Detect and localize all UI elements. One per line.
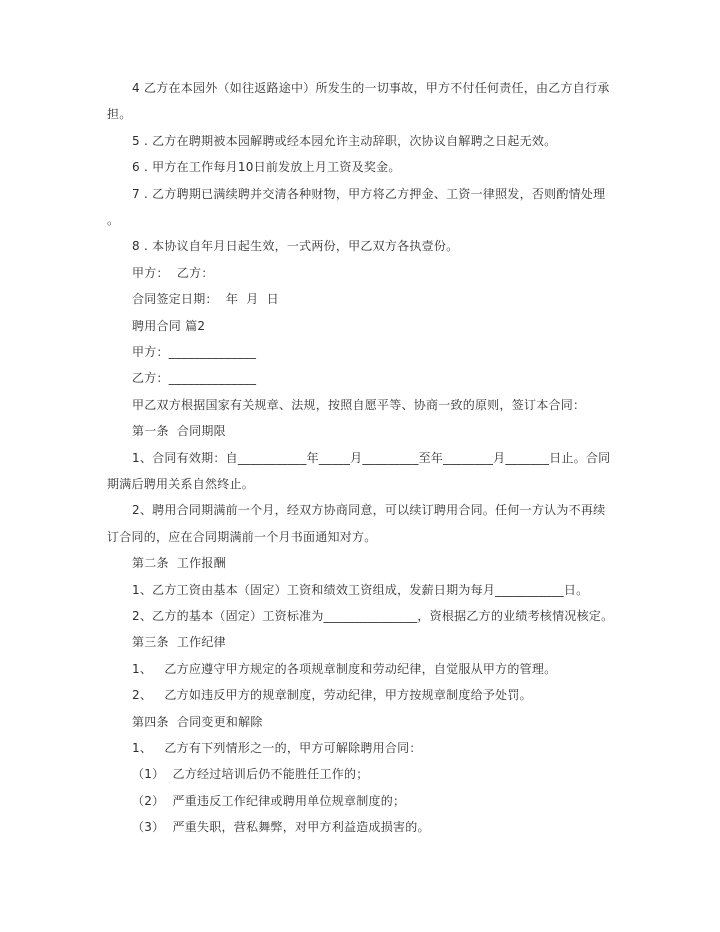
document-text-line: （2） 严重违反工作纪律或聘用单位规章制度的； [132,793,406,808]
document-text-line: （1） 乙方经过培训后仍不能胜任工作的； [132,767,369,782]
document-text-line: 甲乙双方根据国家有关规章、法规，按照自愿平等、协商一致的原则，签订本合同： [132,397,586,412]
document-text-line: 第一条 合同期限 [132,424,226,439]
document-text-line: 4 乙方在本园外（如往返路途中）所发生的一切事故，甲方不付任何责任，由乙方自行承 [132,81,610,95]
document-text-line: 7 . 乙方聘期已满续聘并交清各种财物，甲方将乙方押金、工资一律照发，否则酌情处理 [132,186,606,201]
document-text-line: 1、合同有效期：自___________年_____月_________至年________月_______日止。合同 [132,450,611,465]
document-text-line: 2、聘用合同期满前一个月，经双方协商同意，可以续订聘用合同。任何一方认为不再续 [132,503,606,518]
document-text-line: 。 [107,213,120,227]
document-text-line: 第三条 工作纪律 [132,635,226,650]
document-text-line: 6 . 甲方在工作每月10日前发放上月工资及奖金。 [132,160,401,175]
document-text-line: 乙方：______________ [132,371,257,386]
document-text-line: （3） 严重失职，营私舞弊，对甲方利益造成损害的。 [132,820,430,835]
document-text-line: 聘用合同 篇2 [132,318,206,333]
document-text-line: 1、 乙方应遵守甲方规定的各项规章制度和劳动纪律，自觉服从甲方的管理。 [132,661,557,676]
document-text-line: 1、 乙方有下列情形之一的，甲方可解除聘用合同： [132,741,422,755]
document-text-line: 5 . 乙方在聘期被本园解聘或经本园允许主动辞职，次协议自解聘之日起无效。 [132,133,557,148]
document-text-line: 订合同的，应在合同期满前一个月书面通知对方。 [107,529,377,544]
document-text-line: 担。 [107,107,132,122]
document-text-line: 2、 乙方如违反甲方的规章制度，劳动纪律，甲方按规章制度给予处罚。 [132,688,532,703]
document-text-line: 1、乙方工资由基本（固定）工资和绩效工资组成，发薪日期为每月___________日。 [132,582,589,597]
document-text-line: 甲方： 乙方： [132,265,214,280]
document-text-line: 第二条 工作报酬 [132,556,226,571]
document-text-line: 2、乙方的基本（固定）工资标准为_______________，资根据乙方的业绩考核情况核定。 [132,609,614,623]
document-text-line: 期满后聘用关系自然终止。 [107,477,255,491]
document-text-line: 8 . 本协议自年月日起生效，一式两份，甲乙双方各执壹份。 [132,239,459,254]
document-text-line: 第四条 合同变更和解除 [132,714,263,729]
document-text-line: 甲方：______________ [132,345,257,359]
document-text-line: 合同签定日期： 年 月 日 [132,292,279,307]
